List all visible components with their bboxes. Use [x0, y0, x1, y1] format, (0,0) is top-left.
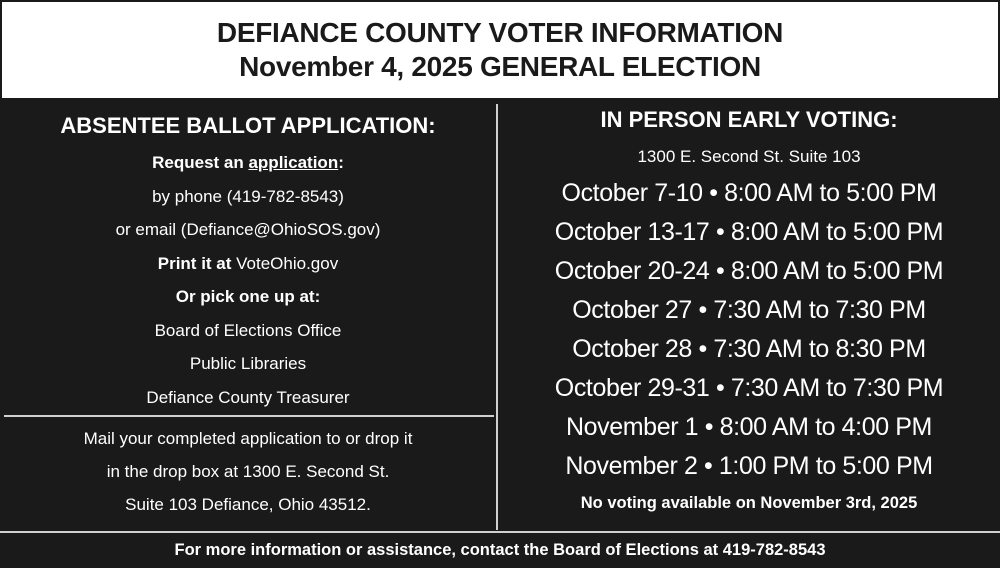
application-link[interactable]: application	[248, 153, 339, 172]
mail-instructions	[0, 422, 496, 521]
location-item: Public Libraries	[189, 354, 307, 373]
request-suffix: :	[338, 153, 344, 172]
request-prefix: Request an	[152, 153, 249, 172]
location-item: Board of Elections Office	[154, 320, 342, 340]
early-voting-address: 1300 E. Second St. Suite 103	[637, 147, 861, 166]
email-line: or email (Defiance@OhioSOS.gov)	[115, 220, 381, 239]
print-prefix: Print it at	[157, 253, 232, 273]
schedule-row: November 1 • 8:00 AM to 4:00 PM	[566, 413, 932, 441]
early-voting-section	[498, 104, 1000, 518]
schedule-row: October 29-31 • 7:30 AM to 7:30 PM	[554, 374, 944, 402]
pickup-line: Or pick one up at:	[175, 287, 321, 306]
print-line	[0, 247, 496, 281]
mail-line: Mail your completed application to or drop it	[83, 429, 413, 448]
print-site: VoteOhio.gov	[231, 253, 339, 273]
early-voting-title: IN PERSON EARLY VOTING:	[600, 107, 898, 132]
schedule-row: October 20-24 • 8:00 AM to 5:00 PM	[554, 257, 944, 285]
footer-contact: For more information or assistance, contact the Board of Elections at 419-782-8543	[174, 541, 826, 559]
footer-divider	[0, 531, 1000, 533]
mail-line: in the drop box at 1300 E. Second St.	[106, 462, 390, 481]
schedule-row: October 13-17 • 8:00 AM to 5:00 PM	[554, 218, 944, 246]
absentee-title: ABSENTEE BALLOT APPLICATION:	[60, 113, 436, 138]
mail-line: Suite 103 Defiance, Ohio 43512.	[125, 495, 371, 514]
header-subtitle: November 4, 2025 GENERAL ELECTION	[239, 51, 761, 82]
schedule-row: November 2 • 1:00 PM to 5:00 PM	[565, 452, 933, 480]
absentee-section	[0, 104, 496, 414]
schedule-row: October 7-10 • 8:00 AM to 5:00 PM	[561, 179, 937, 207]
schedule-row: October 28 • 7:30 AM to 8:30 PM	[572, 335, 926, 363]
location-item: Defiance County Treasurer	[146, 387, 350, 407]
phone-line: by phone (419-782-8543)	[152, 186, 344, 206]
request-line	[0, 146, 496, 180]
no-voting-note: No voting available on November 3rd, 2025	[580, 494, 918, 512]
header-title: DEFIANCE COUNTY VOTER INFORMATION	[216, 17, 784, 48]
schedule-row: October 27 • 7:30 AM to 7:30 PM	[572, 296, 926, 324]
left-horizontal-divider	[4, 415, 494, 417]
header-banner	[2, 2, 998, 98]
